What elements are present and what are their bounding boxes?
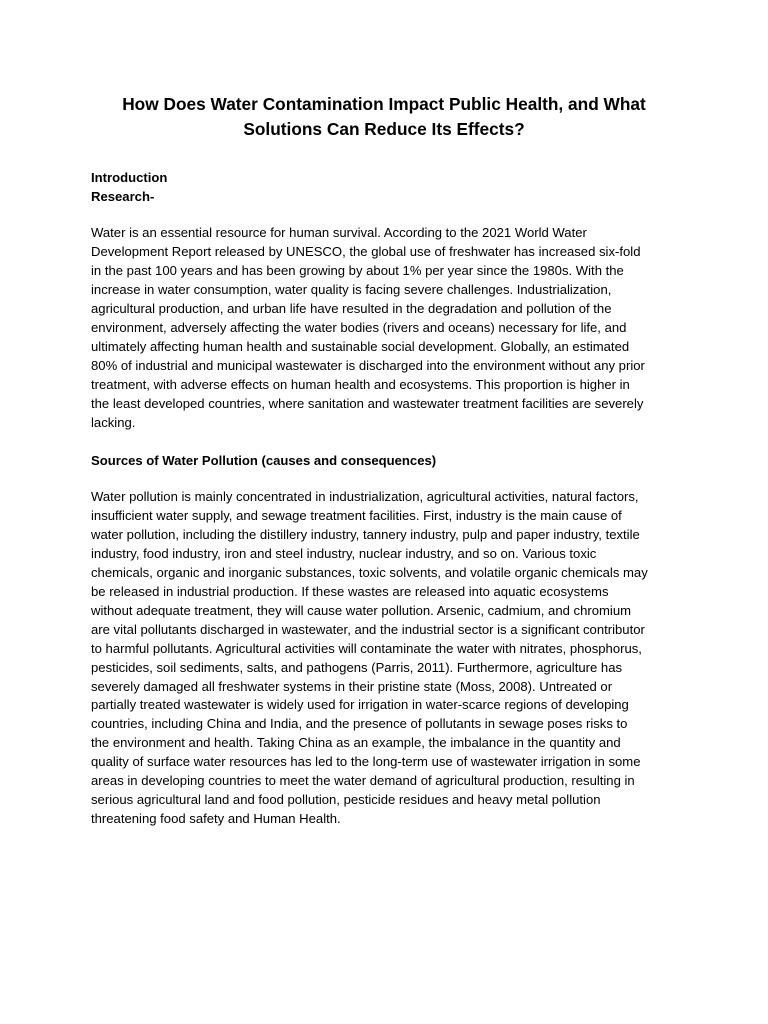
document-title bbox=[80, 92, 688, 141]
paragraph-line: partially treated wastewater is widely used for irrigation in water-scarce regions of developing bbox=[91, 697, 629, 713]
paragraph-line: areas in developing countries to meet the water demand of agricultural production, resulting in bbox=[91, 773, 635, 789]
paragraph-line: are vital pollutants discharged in wastewater, and the industrial sector is a significant contributor bbox=[91, 621, 645, 637]
paragraph-line: industry, food industry, iron and steel industry, nuclear industry, and so on. Various toxic bbox=[91, 545, 597, 561]
paragraph-line: Water is an essential resource for human survival. According to the 2021 World Water bbox=[91, 225, 587, 240]
title-line-1: How Does Water Contamination Impact Public Health, and What bbox=[122, 94, 646, 114]
introduction-paragraph bbox=[91, 224, 686, 432]
paragraph-line: threatening food safety and Human Health. bbox=[91, 811, 341, 827]
paragraph-line: be released in industrial production. If these wastes are released into aquatic ecosystems bbox=[91, 583, 609, 599]
paragraph-line: ultimately affecting human health and sustainable social development. Globally, an estimated bbox=[91, 338, 630, 354]
paragraph-line: Development Report released by UNESCO, the global use of freshwater has increased six-fold bbox=[91, 243, 641, 259]
paragraph-line: the environment and health. Taking China as an example, the imbalance in the quantity and bbox=[91, 735, 621, 751]
paragraph-line: to harmful pollutants. Agricultural activities will contaminate the water with nitrates, phosphorus, bbox=[91, 640, 642, 656]
sources-heading: Sources of Water Pollution (causes and consequences) bbox=[91, 453, 437, 468]
paragraph-line: in the past 100 years and has been growing by about 1% per year since the 1980s. With the bbox=[91, 262, 624, 278]
paragraph-line: insufficient water supply, and sewage treatment facilities. First, industry is the main cause of bbox=[91, 507, 622, 523]
research-heading: Research- bbox=[91, 189, 155, 204]
paragraph-line: serious agricultural land and food pollution, pesticide residues and heavy metal pollution bbox=[91, 792, 601, 808]
paragraph-line: 80% of industrial and municipal wastewater is discharged into the environment without any prior bbox=[91, 357, 645, 373]
paragraph-line: environment, adversely affecting the water bodies (rivers and oceans) necessary for life, and bbox=[91, 319, 627, 335]
sources-paragraph bbox=[91, 488, 686, 829]
paragraph-line: lacking. bbox=[91, 414, 136, 430]
paragraph-line: Water pollution is mainly concentrated in industrialization, agricultural activities, natural factors, bbox=[91, 489, 639, 504]
paragraph-line: the least developed countries, where sanitation and wastewater treatment facilities are severely bbox=[91, 395, 644, 411]
paragraph-line: treatment, with adverse effects on human health and ecosystems. This proportion is higher in bbox=[91, 376, 630, 392]
paragraph-line: countries, including China and India, and the presence of pollutants in sewage poses risks to bbox=[91, 716, 628, 732]
paragraph-line: increase in water consumption, water quality is facing severe challenges. Industrialization, bbox=[91, 281, 612, 297]
paragraph-line: severely damaged all freshwater systems in their pristine state (Moss, 2008). Untreated or bbox=[91, 678, 613, 694]
title-line-2: Solutions Can Reduce Its Effects? bbox=[243, 118, 525, 139]
paragraph-line: quality of surface water resources has led to the long-term use of wastewater irrigation in some bbox=[91, 754, 641, 770]
introduction-heading: Introduction bbox=[91, 170, 168, 185]
paragraph-line: chemicals, organic and inorganic substances, toxic solvents, and volatile organic chemicals may bbox=[91, 564, 648, 580]
paragraph-line: agricultural production, and urban life have resulted in the degradation and pollution of the bbox=[91, 300, 612, 316]
paragraph-line: pesticides, soil sediments, salts, and pathogens (Parris, 2011). Furthermore, agriculture has bbox=[91, 659, 623, 675]
paragraph-line: without adequate treatment, they will cause water pollution. Arsenic, cadmium, and chromium bbox=[91, 602, 632, 618]
paragraph-line: water pollution, including the distillery industry, tannery industry, pulp and paper industry, textile bbox=[91, 526, 640, 542]
